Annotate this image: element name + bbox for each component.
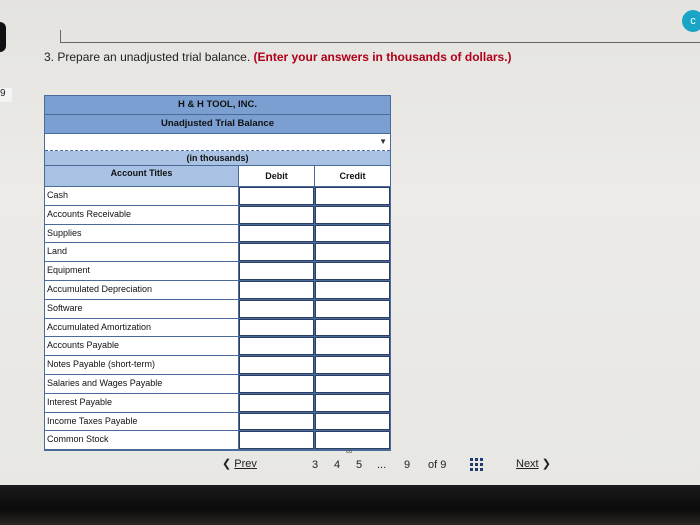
table-row: [45, 187, 390, 206]
account-title: Supplies: [45, 225, 239, 243]
account-title: Income Taxes Payable: [45, 413, 239, 431]
credit-input[interactable]: [315, 319, 390, 337]
header-debit: Debit: [238, 166, 314, 186]
table-row: [45, 281, 390, 300]
table-row: [45, 225, 390, 244]
account-title: Cash: [45, 187, 239, 205]
credit-input[interactable]: [315, 375, 390, 393]
column-headers: [45, 166, 390, 187]
page-3[interactable]: 3: [312, 459, 319, 471]
debit-input[interactable]: [239, 394, 315, 412]
account-title: Accumulated Amortization: [45, 319, 239, 337]
debit-input[interactable]: [239, 243, 315, 261]
account-title: Accounts Payable: [45, 337, 239, 355]
debit-input[interactable]: [239, 319, 315, 337]
table-row: [45, 262, 390, 281]
credit-input[interactable]: [315, 262, 390, 280]
credit-input[interactable]: [315, 243, 390, 261]
debit-input[interactable]: [239, 300, 315, 318]
top-divider: [60, 30, 700, 43]
table-row: [45, 431, 390, 450]
table-row: [45, 206, 390, 225]
header-account-titles: Account Titles: [110, 168, 173, 178]
next-label: Next: [516, 458, 539, 470]
credit-input[interactable]: [315, 206, 390, 224]
debit-input[interactable]: [239, 206, 315, 224]
question-instruction: (Enter your answers in thousands of dollars.): [253, 50, 512, 64]
page-9[interactable]: 9: [404, 459, 411, 471]
page-of-total: of 9: [428, 459, 447, 471]
table-row: [45, 356, 390, 375]
debit-input[interactable]: [239, 225, 315, 243]
credit-input[interactable]: [315, 225, 390, 243]
grid-icon[interactable]: [470, 458, 486, 472]
credit-input[interactable]: [315, 187, 390, 205]
table-row: [45, 413, 390, 432]
page-ellipsis: ...: [377, 459, 387, 471]
account-title: Accounts Receivable: [45, 206, 239, 224]
credit-input[interactable]: [315, 413, 390, 431]
question-text: Prepare an unadjusted trial balance.: [57, 50, 251, 64]
account-title: Interest Payable: [45, 394, 239, 412]
account-title: Software: [45, 300, 239, 318]
prev-button[interactable]: [222, 457, 257, 470]
page-5[interactable]: 5: [356, 459, 363, 471]
company-name: H & H TOOL, INC.: [45, 96, 390, 115]
account-title: Accumulated Depreciation: [45, 281, 239, 299]
account-title: Land: [45, 243, 239, 261]
chat-icon[interactable]: c: [682, 10, 700, 32]
question-number-margin: 9: [0, 88, 12, 102]
date-dropdown[interactable]: [45, 134, 390, 151]
next-button[interactable]: [516, 457, 551, 470]
debit-input[interactable]: [239, 375, 315, 393]
table-row: [45, 300, 390, 319]
account-title: Common Stock: [45, 431, 239, 449]
account-title: Equipment: [45, 262, 239, 280]
chevron-down-icon[interactable]: ▼: [379, 137, 387, 146]
credit-input[interactable]: [315, 300, 390, 318]
monitor-bezel: [0, 485, 700, 525]
table-row: [45, 319, 390, 338]
prev-label: Prev: [234, 458, 257, 470]
debit-input[interactable]: [239, 431, 315, 449]
pagination: [222, 446, 562, 477]
debit-input[interactable]: [239, 281, 315, 299]
chevron-right-icon: ❯: [541, 458, 551, 470]
table-row: [45, 337, 390, 356]
table-row: [45, 394, 390, 413]
header-credit: Credit: [314, 166, 390, 186]
credit-input[interactable]: [315, 394, 390, 412]
account-title: Salaries and Wages Payable: [45, 375, 239, 393]
trial-balance-sheet: [44, 95, 391, 451]
page-4[interactable]: 4: [334, 459, 341, 471]
debit-input[interactable]: [239, 337, 315, 355]
table-row: [45, 375, 390, 394]
left-tab: [0, 22, 6, 52]
account-rows: [45, 187, 390, 450]
chevron-left-icon: ❮: [222, 458, 232, 470]
sheet-title: Unadjusted Trial Balance: [45, 115, 390, 134]
table-row: [45, 243, 390, 262]
debit-input[interactable]: [239, 413, 315, 431]
debit-input[interactable]: [239, 356, 315, 374]
units-label: (in thousands): [45, 151, 390, 166]
account-title: Notes Payable (short-term): [45, 356, 239, 374]
credit-input[interactable]: [315, 281, 390, 299]
debit-input[interactable]: [239, 262, 315, 280]
credit-input[interactable]: [315, 337, 390, 355]
question-number: 3.: [44, 50, 55, 64]
link-icon: ∞: [346, 446, 353, 456]
question-prompt: [44, 50, 512, 64]
credit-input[interactable]: [315, 431, 390, 449]
credit-input[interactable]: [315, 356, 390, 374]
debit-input[interactable]: [239, 187, 315, 205]
